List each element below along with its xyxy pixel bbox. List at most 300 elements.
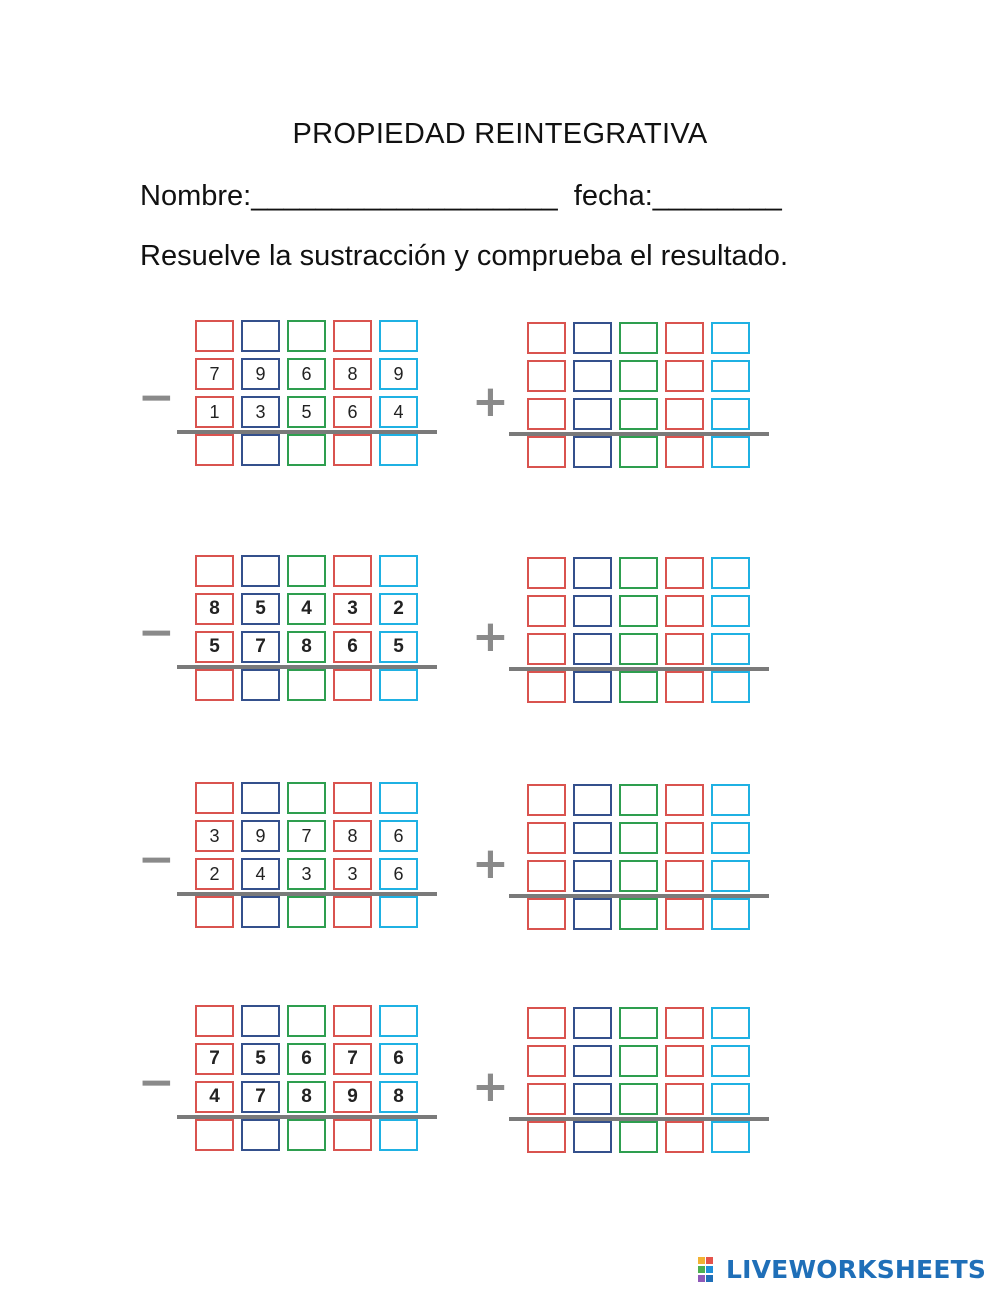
- addend-input-cell[interactable]: [665, 822, 704, 854]
- difference-input[interactable]: [243, 671, 278, 699]
- addend-input-cell[interactable]: [619, 633, 658, 665]
- digit-text: 5: [255, 598, 266, 619]
- addend-input-cell[interactable]: [711, 860, 750, 892]
- sum-input-cell[interactable]: [527, 671, 566, 703]
- addend-input-cell[interactable]: [527, 595, 566, 627]
- difference-input[interactable]: [381, 436, 416, 464]
- sum-input-cell[interactable]: [527, 436, 566, 468]
- addend-input-cell[interactable]: [711, 360, 750, 392]
- subtrahend-digit: [195, 396, 234, 428]
- difference-input-cell[interactable]: [241, 896, 280, 928]
- addend-input[interactable]: [575, 824, 610, 852]
- digit-text: 7: [209, 1048, 220, 1069]
- borrow-input[interactable]: [197, 322, 232, 350]
- minuend-digit: [379, 1043, 418, 1075]
- sum-input-cell[interactable]: [711, 898, 750, 930]
- borrow-input[interactable]: [335, 557, 370, 585]
- borrow-input-cell[interactable]: [241, 782, 280, 814]
- addend-input-cell[interactable]: [527, 1045, 566, 1077]
- addend-input-cell[interactable]: [665, 360, 704, 392]
- addend-input-cell[interactable]: [665, 1083, 704, 1115]
- borrow-input[interactable]: [335, 1007, 370, 1035]
- addend-input-cell[interactable]: [573, 822, 612, 854]
- addend-input[interactable]: [621, 824, 656, 852]
- sum-input[interactable]: [713, 1123, 748, 1151]
- carry-input[interactable]: [667, 786, 702, 814]
- subtraction-grid: [195, 782, 425, 937]
- carry-input-cell[interactable]: [573, 322, 612, 354]
- difference-input[interactable]: [197, 671, 232, 699]
- borrow-input[interactable]: [197, 1007, 232, 1035]
- subtrahend-digit: [195, 858, 234, 890]
- minuend-digit: [333, 1043, 372, 1075]
- borrow-input[interactable]: [243, 557, 278, 585]
- carry-input[interactable]: [529, 1009, 564, 1037]
- difference-input-cell[interactable]: [195, 896, 234, 928]
- carry-input-cell[interactable]: [573, 1007, 612, 1039]
- borrow-input[interactable]: [197, 784, 232, 812]
- borrow-input-cell[interactable]: [287, 1005, 326, 1037]
- addend-input-cell[interactable]: [711, 822, 750, 854]
- sum-input-cell[interactable]: [619, 436, 658, 468]
- borrow-input-cell[interactable]: [195, 782, 234, 814]
- borrow-input-cell[interactable]: [379, 555, 418, 587]
- digit-text: 4: [209, 1086, 220, 1107]
- digit-text: 5: [255, 1048, 266, 1069]
- operation-line: [509, 1117, 769, 1121]
- digit-text: 2: [209, 863, 220, 884]
- operation-line: [509, 432, 769, 436]
- carry-input-cell[interactable]: [527, 784, 566, 816]
- borrow-input-cell[interactable]: [241, 1005, 280, 1037]
- digit-text: 8: [301, 1086, 312, 1107]
- addend-input-cell[interactable]: [619, 1083, 658, 1115]
- borrow-input-cell[interactable]: [241, 555, 280, 587]
- carry-input-cell[interactable]: [665, 557, 704, 589]
- addend-input-cell[interactable]: [619, 1045, 658, 1077]
- sum-input-cell[interactable]: [573, 671, 612, 703]
- difference-input[interactable]: [289, 671, 324, 699]
- addend-input[interactable]: [713, 597, 748, 625]
- subtrahend-digit: [379, 396, 418, 428]
- addend-input[interactable]: [575, 362, 610, 390]
- addend-input[interactable]: [621, 635, 656, 663]
- carry-input-cell[interactable]: [711, 322, 750, 354]
- difference-input-cell[interactable]: [287, 669, 326, 701]
- borrow-input-cell[interactable]: [287, 320, 326, 352]
- digit-text: 6: [347, 401, 358, 422]
- difference-input-cell[interactable]: [241, 669, 280, 701]
- difference-input[interactable]: [243, 898, 278, 926]
- subtrahend-digit: [195, 1081, 234, 1113]
- addend-input-cell[interactable]: [527, 860, 566, 892]
- difference-input[interactable]: [335, 898, 370, 926]
- carry-input[interactable]: [575, 324, 610, 352]
- difference-input-cell[interactable]: [287, 434, 326, 466]
- addend-input[interactable]: [621, 362, 656, 390]
- addend-input-cell[interactable]: [573, 360, 612, 392]
- sum-input[interactable]: [575, 673, 610, 701]
- operation-line: [509, 894, 769, 898]
- borrow-input[interactable]: [335, 784, 370, 812]
- operation-line: [177, 1115, 437, 1119]
- borrow-input-cell[interactable]: [333, 1005, 372, 1037]
- addend-input[interactable]: [621, 597, 656, 625]
- addend-input-cell[interactable]: [527, 1083, 566, 1115]
- borrow-input[interactable]: [243, 1007, 278, 1035]
- carry-input[interactable]: [667, 1009, 702, 1037]
- digit-text: 7: [209, 363, 220, 384]
- digit-text: 7: [301, 825, 312, 846]
- difference-input[interactable]: [243, 436, 278, 464]
- minuend-digit: [241, 1043, 280, 1075]
- sum-input[interactable]: [621, 673, 656, 701]
- digit-text: 7: [255, 636, 266, 657]
- borrow-input[interactable]: [381, 784, 416, 812]
- difference-input[interactable]: [381, 898, 416, 926]
- plus-sign: +: [472, 611, 509, 662]
- sum-input[interactable]: [667, 1123, 702, 1151]
- addend-input[interactable]: [529, 862, 564, 890]
- addend-input[interactable]: [713, 1085, 748, 1113]
- plus-sign: +: [472, 838, 509, 889]
- addend-input[interactable]: [621, 400, 656, 428]
- carry-input[interactable]: [713, 324, 748, 352]
- difference-input[interactable]: [381, 671, 416, 699]
- addend-input[interactable]: [575, 1047, 610, 1075]
- minuend-digit: [195, 820, 234, 852]
- borrow-input[interactable]: [381, 557, 416, 585]
- carry-input[interactable]: [575, 1009, 610, 1037]
- carry-input-cell[interactable]: [619, 1007, 658, 1039]
- addend-input-cell[interactable]: [711, 633, 750, 665]
- borrow-input[interactable]: [289, 1007, 324, 1035]
- operation-line: [509, 667, 769, 671]
- carry-input[interactable]: [667, 559, 702, 587]
- carry-input[interactable]: [713, 559, 748, 587]
- sum-input[interactable]: [575, 900, 610, 928]
- sum-input[interactable]: [621, 438, 656, 466]
- minuend-digit: [379, 593, 418, 625]
- borrow-input[interactable]: [289, 557, 324, 585]
- carry-input-cell[interactable]: [665, 784, 704, 816]
- carry-input[interactable]: [621, 786, 656, 814]
- addend-input[interactable]: [575, 597, 610, 625]
- addend-input[interactable]: [575, 400, 610, 428]
- difference-input[interactable]: [289, 1121, 324, 1149]
- difference-input[interactable]: [335, 436, 370, 464]
- difference-input-cell[interactable]: [333, 1119, 372, 1151]
- addend-input-cell[interactable]: [619, 595, 658, 627]
- minuend-digit: [333, 820, 372, 852]
- addend-input[interactable]: [529, 1047, 564, 1075]
- sum-input-cell[interactable]: [665, 898, 704, 930]
- borrow-input[interactable]: [381, 1007, 416, 1035]
- addend-input-cell[interactable]: [527, 822, 566, 854]
- addend-input[interactable]: [713, 400, 748, 428]
- sum-input-cell[interactable]: [711, 436, 750, 468]
- subtrahend-digit: [379, 858, 418, 890]
- minuend-digit: [241, 820, 280, 852]
- addend-input[interactable]: [713, 824, 748, 852]
- addend-input[interactable]: [529, 1085, 564, 1113]
- borrow-input-cell[interactable]: [333, 782, 372, 814]
- carry-input-cell[interactable]: [619, 557, 658, 589]
- borrow-input[interactable]: [335, 322, 370, 350]
- borrow-input-cell[interactable]: [195, 1005, 234, 1037]
- sum-input[interactable]: [621, 1123, 656, 1151]
- name-date-line: [140, 180, 782, 213]
- carry-input-cell[interactable]: [711, 784, 750, 816]
- subtrahend-digit: [333, 396, 372, 428]
- digit-text: 5: [393, 636, 404, 657]
- sum-input[interactable]: [713, 438, 748, 466]
- difference-input-cell[interactable]: [241, 434, 280, 466]
- difference-input-cell[interactable]: [333, 896, 372, 928]
- sum-input-cell[interactable]: [711, 671, 750, 703]
- digit-text: 3: [209, 825, 220, 846]
- addend-input[interactable]: [667, 1085, 702, 1113]
- sum-input-cell[interactable]: [573, 436, 612, 468]
- carry-input[interactable]: [529, 786, 564, 814]
- difference-input-cell[interactable]: [379, 434, 418, 466]
- addend-input[interactable]: [529, 362, 564, 390]
- borrow-input-cell[interactable]: [287, 555, 326, 587]
- carry-input[interactable]: [621, 1009, 656, 1037]
- difference-input[interactable]: [335, 671, 370, 699]
- sum-input[interactable]: [575, 1123, 610, 1151]
- addend-input-cell[interactable]: [665, 595, 704, 627]
- addend-input[interactable]: [713, 362, 748, 390]
- addend-input[interactable]: [667, 635, 702, 663]
- addend-input-cell[interactable]: [573, 595, 612, 627]
- addend-input-cell[interactable]: [665, 398, 704, 430]
- addend-input-cell[interactable]: [711, 1083, 750, 1115]
- addend-input[interactable]: [667, 362, 702, 390]
- carry-input-cell[interactable]: [573, 557, 612, 589]
- sum-input-cell[interactable]: [619, 671, 658, 703]
- difference-input-cell[interactable]: [379, 669, 418, 701]
- difference-input-cell[interactable]: [287, 1119, 326, 1151]
- carry-input-cell[interactable]: [711, 1007, 750, 1039]
- borrow-input[interactable]: [197, 557, 232, 585]
- addend-input[interactable]: [667, 400, 702, 428]
- difference-input[interactable]: [335, 1121, 370, 1149]
- addend-input-cell[interactable]: [573, 1083, 612, 1115]
- addend-input-cell[interactable]: [711, 1045, 750, 1077]
- sum-input-cell[interactable]: [711, 1121, 750, 1153]
- minuend-digit: [379, 358, 418, 390]
- addend-input-cell[interactable]: [573, 1045, 612, 1077]
- difference-input[interactable]: [381, 1121, 416, 1149]
- difference-input[interactable]: [243, 1121, 278, 1149]
- addend-input-cell[interactable]: [619, 860, 658, 892]
- addend-input[interactable]: [713, 635, 748, 663]
- borrow-input-cell[interactable]: [379, 782, 418, 814]
- carry-input-cell[interactable]: [527, 1007, 566, 1039]
- addition-check-grid: [527, 784, 757, 939]
- logo-text: LIVEWORKSHEETS: [726, 1255, 987, 1284]
- sum-input[interactable]: [713, 673, 748, 701]
- sum-input-cell[interactable]: [527, 898, 566, 930]
- difference-input[interactable]: [197, 1121, 232, 1149]
- sum-input[interactable]: [621, 900, 656, 928]
- carry-input[interactable]: [529, 559, 564, 587]
- digit-text: 1: [209, 401, 220, 422]
- subtrahend-digit: [287, 1081, 326, 1113]
- carry-input-cell[interactable]: [619, 322, 658, 354]
- difference-input[interactable]: [289, 898, 324, 926]
- addend-input-cell[interactable]: [619, 360, 658, 392]
- carry-input-cell[interactable]: [711, 557, 750, 589]
- sum-input-cell[interactable]: [619, 898, 658, 930]
- addend-input-cell[interactable]: [527, 633, 566, 665]
- carry-input[interactable]: [529, 324, 564, 352]
- addend-input-cell[interactable]: [527, 360, 566, 392]
- difference-input[interactable]: [289, 436, 324, 464]
- sum-input-cell[interactable]: [619, 1121, 658, 1153]
- sum-input[interactable]: [575, 438, 610, 466]
- sum-input[interactable]: [667, 438, 702, 466]
- difference-input-cell[interactable]: [379, 896, 418, 928]
- sum-input-cell[interactable]: [665, 671, 704, 703]
- sum-input-cell[interactable]: [573, 1121, 612, 1153]
- addend-input-cell[interactable]: [665, 860, 704, 892]
- borrow-input[interactable]: [243, 322, 278, 350]
- subtrahend-digit: [287, 396, 326, 428]
- addend-input[interactable]: [529, 635, 564, 663]
- addend-input[interactable]: [713, 1047, 748, 1075]
- sum-input[interactable]: [529, 673, 564, 701]
- carry-input[interactable]: [667, 324, 702, 352]
- digit-text: 2: [393, 598, 404, 619]
- sum-input[interactable]: [529, 1123, 564, 1151]
- sum-input-cell[interactable]: [665, 436, 704, 468]
- carry-input[interactable]: [621, 559, 656, 587]
- borrow-input-cell[interactable]: [333, 320, 372, 352]
- digit-text: 4: [255, 863, 266, 884]
- carry-input-cell[interactable]: [665, 1007, 704, 1039]
- carry-input-cell[interactable]: [527, 557, 566, 589]
- digit-text: 3: [347, 598, 358, 619]
- minuend-digit: [333, 358, 372, 390]
- borrow-input[interactable]: [243, 784, 278, 812]
- carry-input-cell[interactable]: [573, 784, 612, 816]
- carry-input-cell[interactable]: [527, 322, 566, 354]
- difference-input-cell[interactable]: [195, 1119, 234, 1151]
- addend-input[interactable]: [575, 1085, 610, 1113]
- difference-input[interactable]: [197, 436, 232, 464]
- borrow-input-cell[interactable]: [333, 555, 372, 587]
- addend-input[interactable]: [621, 1085, 656, 1113]
- difference-input-cell[interactable]: [287, 896, 326, 928]
- borrow-input-cell[interactable]: [287, 782, 326, 814]
- carry-input[interactable]: [713, 786, 748, 814]
- carry-input[interactable]: [621, 324, 656, 352]
- borrow-input-cell[interactable]: [195, 320, 234, 352]
- borrow-input[interactable]: [381, 322, 416, 350]
- addend-input[interactable]: [575, 862, 610, 890]
- addend-input-cell[interactable]: [665, 633, 704, 665]
- digit-text: 6: [393, 1048, 404, 1069]
- difference-input-cell[interactable]: [195, 669, 234, 701]
- difference-input-cell[interactable]: [195, 434, 234, 466]
- sum-input[interactable]: [667, 673, 702, 701]
- addend-input-cell[interactable]: [711, 398, 750, 430]
- sum-input-cell[interactable]: [527, 1121, 566, 1153]
- sum-input-cell[interactable]: [665, 1121, 704, 1153]
- sum-input[interactable]: [667, 900, 702, 928]
- addend-input[interactable]: [529, 400, 564, 428]
- addend-input-cell[interactable]: [619, 398, 658, 430]
- carry-input-cell[interactable]: [619, 784, 658, 816]
- digit-text: 3: [347, 863, 358, 884]
- addend-input-cell[interactable]: [573, 633, 612, 665]
- instruction: Resuelve la sustracción y comprueba el resultado.: [140, 240, 788, 272]
- carry-input[interactable]: [575, 786, 610, 814]
- sum-input[interactable]: [529, 438, 564, 466]
- liveworksheets-logo: [698, 1255, 986, 1284]
- addend-input-cell[interactable]: [711, 595, 750, 627]
- difference-input[interactable]: [197, 898, 232, 926]
- addend-input[interactable]: [621, 1047, 656, 1075]
- digit-text: 9: [393, 363, 404, 384]
- borrow-input-cell[interactable]: [195, 555, 234, 587]
- borrow-input[interactable]: [289, 784, 324, 812]
- addend-input-cell[interactable]: [619, 822, 658, 854]
- carry-input[interactable]: [713, 1009, 748, 1037]
- carry-input-cell[interactable]: [665, 322, 704, 354]
- addition-check-grid: [527, 322, 757, 477]
- addend-input-cell[interactable]: [573, 860, 612, 892]
- minus-sign: −: [138, 372, 175, 423]
- addend-input[interactable]: [667, 862, 702, 890]
- name-blank: ___________________: [251, 180, 558, 212]
- addend-input[interactable]: [713, 862, 748, 890]
- sum-input-cell[interactable]: [573, 898, 612, 930]
- subtraction-grid: [195, 555, 425, 710]
- borrow-input-cell[interactable]: [379, 320, 418, 352]
- minuend-digit: [195, 358, 234, 390]
- addend-input[interactable]: [667, 824, 702, 852]
- digit-text: 6: [301, 1048, 312, 1069]
- addend-input[interactable]: [529, 597, 564, 625]
- addend-input[interactable]: [575, 635, 610, 663]
- borrow-input-cell[interactable]: [241, 320, 280, 352]
- plus-sign: +: [472, 1061, 509, 1112]
- addend-input[interactable]: [529, 824, 564, 852]
- difference-input-cell[interactable]: [333, 434, 372, 466]
- logo-icon: [698, 1257, 722, 1283]
- difference-input-cell[interactable]: [241, 1119, 280, 1151]
- addend-input-cell[interactable]: [665, 1045, 704, 1077]
- addend-input[interactable]: [621, 862, 656, 890]
- addend-input-cell[interactable]: [527, 398, 566, 430]
- difference-input-cell[interactable]: [333, 669, 372, 701]
- addend-input[interactable]: [667, 1047, 702, 1075]
- page-title: PROPIEDAD REINTEGRATIVA: [292, 118, 708, 150]
- borrow-input-cell[interactable]: [379, 1005, 418, 1037]
- digit-text: 7: [255, 1086, 266, 1107]
- borrow-input[interactable]: [289, 322, 324, 350]
- addend-input[interactable]: [667, 597, 702, 625]
- addend-input-cell[interactable]: [573, 398, 612, 430]
- sum-input[interactable]: [529, 900, 564, 928]
- carry-input[interactable]: [575, 559, 610, 587]
- sum-input[interactable]: [713, 900, 748, 928]
- difference-input-cell[interactable]: [379, 1119, 418, 1151]
- subtrahend-digit: [379, 1081, 418, 1113]
